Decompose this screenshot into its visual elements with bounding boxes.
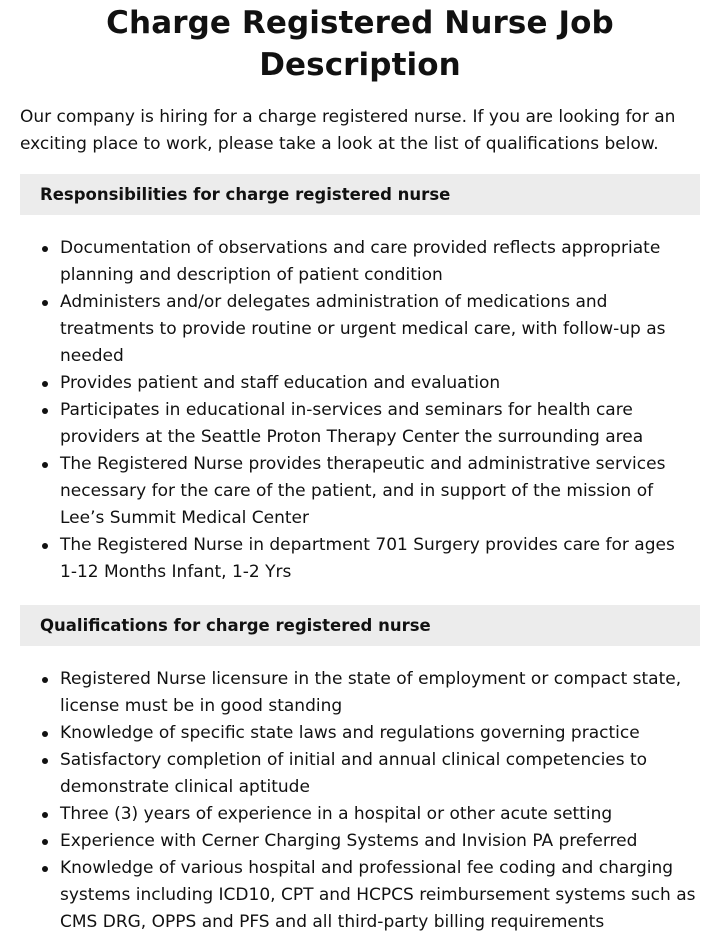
qualifications-heading: Qualifications for charge registered nurse bbox=[20, 605, 700, 646]
qualifications-list bbox=[20, 666, 700, 936]
list-item: The Registered Nurse in department 701 Surgery provides care for ages 1-12 Months Infant, 1-2 Yrs bbox=[60, 532, 700, 586]
list-item: Three (3) years of experience in a hospital or other acute setting bbox=[60, 801, 700, 828]
responsibilities-heading: Responsibilities for charge registered nurse bbox=[20, 174, 700, 215]
list-item: The Registered Nurse provides therapeutic and administrative services necessary for the care of the patient, and in support of the mission of Lee’s Summit Medical Center bbox=[60, 451, 700, 532]
list-item: Provides patient and staff education and evaluation bbox=[60, 370, 700, 397]
intro-paragraph: Our company is hiring for a charge registered nurse. If you are looking for an exciting place to work, please take a look at the list of qualifications below. bbox=[20, 107, 676, 154]
list-item: Satisfactory completion of initial and annual clinical competencies to demonstrate clinical aptitude bbox=[60, 747, 700, 801]
list-item: Registered Nurse licensure in the state of employment or compact state, license must be in good standing bbox=[60, 666, 700, 720]
list-item: Knowledge of specific state laws and regulations governing practice bbox=[60, 720, 700, 747]
list-item: Knowledge of various hospital and professional fee coding and charging systems including ICD10, CPT and HCPCS reimbursement systems such as CMS DRG, OPPS and PFS and all third-party billing requirements bbox=[60, 855, 700, 936]
responsibilities-list bbox=[20, 235, 700, 586]
list-item: Administers and/or delegates administration of medications and treatments to provide routine or urgent medical care, with follow-up as needed bbox=[60, 289, 700, 370]
list-item: Experience with Cerner Charging Systems and Invision PA preferred bbox=[60, 828, 700, 855]
list-item: Participates in educational in-services and seminars for health care providers at the Seattle Proton Therapy Center the surrounding area bbox=[60, 397, 700, 451]
page-title: Charge Registered Nurse Job Description bbox=[106, 5, 614, 83]
list-item: Documentation of observations and care provided reflects appropriate planning and description of patient condition bbox=[60, 235, 700, 289]
